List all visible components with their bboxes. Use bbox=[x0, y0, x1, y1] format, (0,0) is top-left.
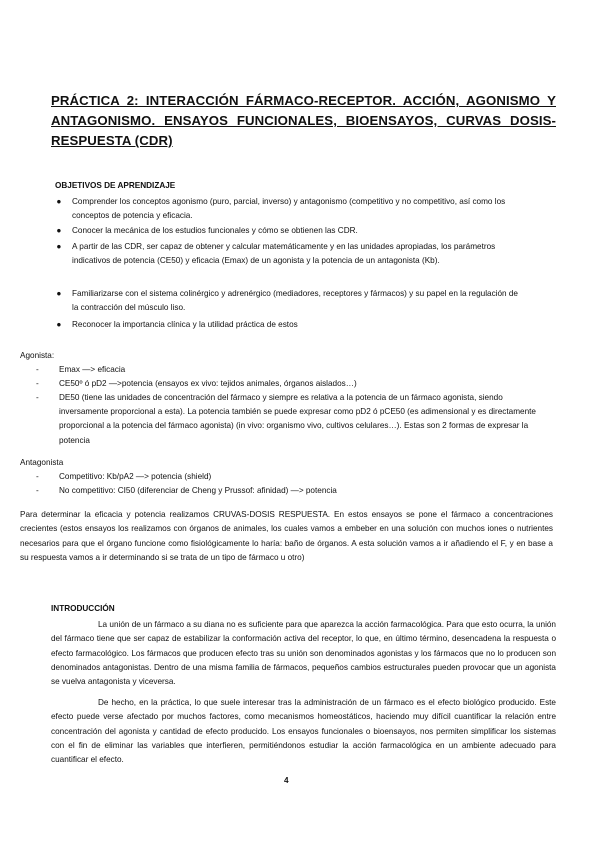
antagonista-heading: Antagonista bbox=[20, 458, 64, 467]
agonista-heading: Agonista: bbox=[20, 351, 55, 360]
objetivo-text: Comprender los conceptos agonismo (puro, parcial, inverso) y antagonismo (competitivo y no competitivo, así como los conceptos de potencia y eficacia. bbox=[72, 197, 506, 221]
bullet-icon: ● bbox=[56, 226, 62, 235]
agonista-text: CE50º ó pD2 —>potencia (ensayos ex vivo: tejidos animales, órganos aislados…) bbox=[59, 379, 357, 388]
introduccion-paragraph: La unión de un fármaco a su diana no es suficiente para que aparezca la acción farmacológica. Para que esto ocurra, la unión del fármaco tiene que ser capaz de estabilizar la conformación activa del receptor, lo que, en último término, desencadena la respuesta o efecto farmacológico. Los fármacos que producen efecto tras su unión son denominados agonistas y los fármacos que no lo producen son denominados antagonistas. Dentro de una misma familia de fármacos, pequeños cambios estructurales pueden provocar que un agonista se vuelva antagonista y viceversa. bbox=[51, 620, 556, 687]
dash-marker: - bbox=[36, 472, 39, 481]
bullet-icon: ● bbox=[56, 320, 62, 329]
objetivo-text: Familiarizarse con el sistema colinérgico y adrenérgico (mediadores, receptores y fármacos) y su papel en la regulación de la contracción del músculo liso. bbox=[72, 289, 518, 313]
cdr-paragraph: Para determinar la eficacia y potencia realizamos CRUVAS-DOSIS RESPUESTA. En estos ensayos se pone el fármaco a concentraciones crecientes (estos ensayos los realizamos con órganos de animales, los cuales vamos a embeber en una solución con muchos iones o nutrientes necesarios para que el órgano funcione como fisiológicamente lo haría: baño de órganos. A esta solución vamos a ir añadiendo el F, y en base a su respuesta vamos a ir determinando si se trata de un tipo de fármaco u otro) bbox=[20, 510, 553, 562]
objetivos-heading: OBJETIVOS DE APRENDIZAJE bbox=[55, 181, 176, 190]
bullet-icon: ● bbox=[56, 289, 62, 298]
objetivo-text: Reconocer la importancia clínica y la utilidad práctica de estos bbox=[72, 320, 298, 329]
antagonista-text: No competitivo: CI50 (diferenciar de Cheng y Prussof: afinidad) —> potencia bbox=[59, 486, 337, 495]
introduccion-heading: INTRODUCCIÓN bbox=[51, 604, 115, 613]
bullet-icon: ● bbox=[56, 197, 62, 206]
dash-marker: - bbox=[36, 379, 39, 388]
dash-marker: - bbox=[36, 486, 39, 495]
objetivo-text: Conocer la mecánica de los estudios funcionales y cómo se obtienen las CDR. bbox=[72, 226, 358, 235]
dash-marker: - bbox=[36, 393, 39, 402]
page-number: 4 bbox=[284, 776, 289, 785]
introduccion-paragraph: De hecho, en la práctica, lo que suele interesar tras la administración de un fármaco es el efecto biológico producido. Este efecto puede verse afectado por muchos factores, como mecanismos homeostáticos, haciendo muy difícil cuantificar la relación entre concentración del agonista y cantidad de efecto producido. Los ensayos funcionales o bioensayos, nos permiten simplificar los sistemas con el fin de eliminar las variables que interfieren, permitiéndonos estudiar la acción farmacológica en un ambiente adecuado para cuantificar el efecto. bbox=[51, 698, 556, 765]
agonista-text: Emax —> eficacia bbox=[59, 365, 126, 374]
bullet-icon: ● bbox=[56, 242, 62, 251]
objetivo-text: A partir de las CDR, ser capaz de obtener y calcular matemáticamente y en las unidades apropiadas, los parámetros indicativos de potencia (CE50) y eficacia (Emax) de un agonista y la potencia de un antagonista (Kb). bbox=[72, 242, 496, 266]
dash-marker: - bbox=[36, 365, 39, 374]
agonista-text: DE50 (tiene las unidades de concentración del fármaco y siempre es relativa a la potencia de un fármaco agonista, siendo inversamente proporcional a esta). La potencia también se puede expresar como pD2 ó pCE50 (es adimensional y es directamente proporcional a la potencia del fármaco agonista) (in vivo: organismo vivo, cultivos celulares…). Estas son 2 formas de expresar la potencia bbox=[59, 393, 536, 445]
antagonista-text: Competitivo: Kb/pA2 —> potencia (shield) bbox=[59, 472, 212, 481]
page-title: PRÁCTICA 2: INTERACCIÓN FÁRMACO-RECEPTOR. ACCIÓN, AGONISMO Y ANTAGONISMO. ENSAYOS FUNCIONALES, BIOENSAYOS, CURVAS DOSIS-RESPUESTA (CDR) bbox=[51, 93, 556, 148]
